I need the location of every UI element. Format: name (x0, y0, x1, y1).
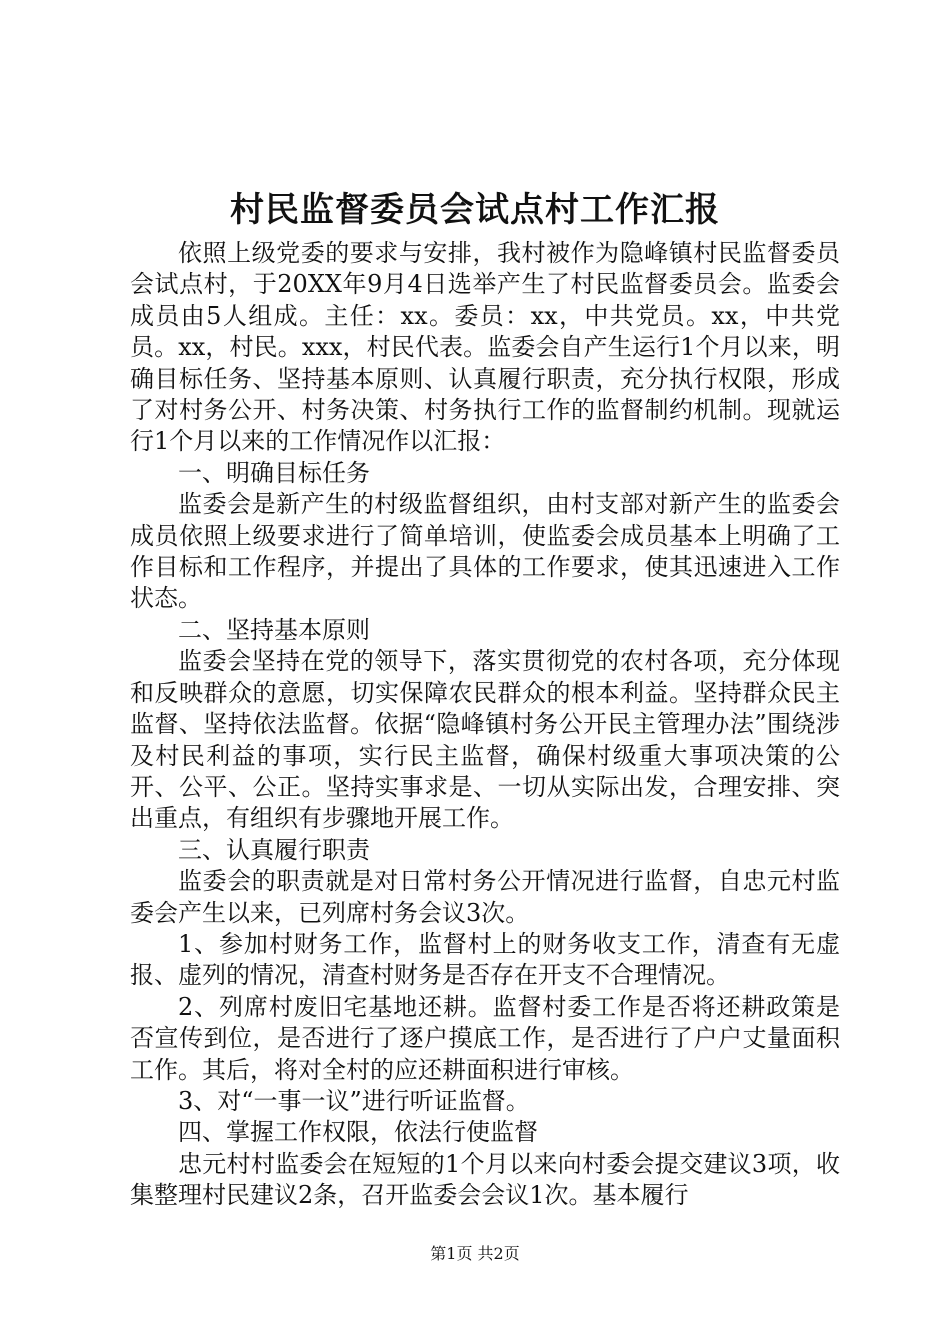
document-body (130, 238, 840, 1212)
section-heading-1: 一、明确目标任务 (178, 458, 370, 487)
document-title: 村民监督委员会试点村工作汇报 (230, 190, 720, 230)
section-heading-4: 四、掌握工作权限，依法行使监督 (178, 1118, 538, 1147)
list-item-3: 3、对“一事一议”进行听证监督。 (178, 1086, 530, 1115)
paragraph-section-1: 监委会是新产生的村级监督组织，由村支部对新产生的监委会成员依照上级要求进行了简单培训，使监委会成员基本上明确了工作目标和工作程序，并提出了具体的工作要求，使其迅速进入工作状态。 (130, 490, 840, 613)
paragraph-intro: 依照上级党委的要求与安排，我村被作为隐峰镇村民监督委员会试点村，于20XX年9月4日选举产生了村民监督委员会。监委会成员由5人组成。主任：xx。委员：xx，中共党员。xx，中共党员。xx，村民。xxx，村民代表。监委会自产生运行1个月以来，明确目标任务、坚持基本原则、认真履行职责，充分执行权限，形成了对村务公开、村务决策、村务执行工作的监督制约机制。现就运行1个月以来的工作情况作以汇报： (130, 239, 840, 456)
section-heading-2: 二、坚持基本原则 (178, 615, 370, 644)
list-item-1: 1、参加村财务工作，监督村上的财务收支工作，清查有无虚报、虚列的情况，清查村财务是否存在开支不合理情况。 (130, 929, 840, 990)
list-item-2: 2、列席村废旧宅基地还耕。监督村委工作是否将还耕政策是否宣传到位，是否进行了逐户摸底工作，是否进行了户户丈量面积工作。其后，将对全村的应还耕面积进行审核。 (130, 992, 840, 1084)
paragraph-section-2: 监委会坚持在党的领导下，落实贯彻党的农村各项，充分体现和反映群众的意愿，切实保障农民群众的根本利益。坚持群众民主监督、坚持依法监督。依据“隐峰镇村务公开民主管理办法”围绕涉及村民利益的事项，实行民主监督，确保村级重大事项决策的公开、公平、公正。坚持实事求是、一切从实际出发，合理安排、突出重点，有组织有步骤地开展工作。 (130, 647, 840, 833)
page-footer: 第1页 共2页 (430, 1244, 520, 1263)
section-heading-3: 三、认真履行职责 (178, 835, 370, 864)
paragraph-section-4: 忠元村村监委会在短短的1个月以来向村委会提交建议3项，收集整理村民建议2条，召开监委会会议1次。基本履行 (130, 1149, 840, 1210)
paragraph-section-3: 监委会的职责就是对日常村务公开情况进行监督，自忠元村监委会产生以来，已列席村务会议3次。 (130, 867, 840, 927)
